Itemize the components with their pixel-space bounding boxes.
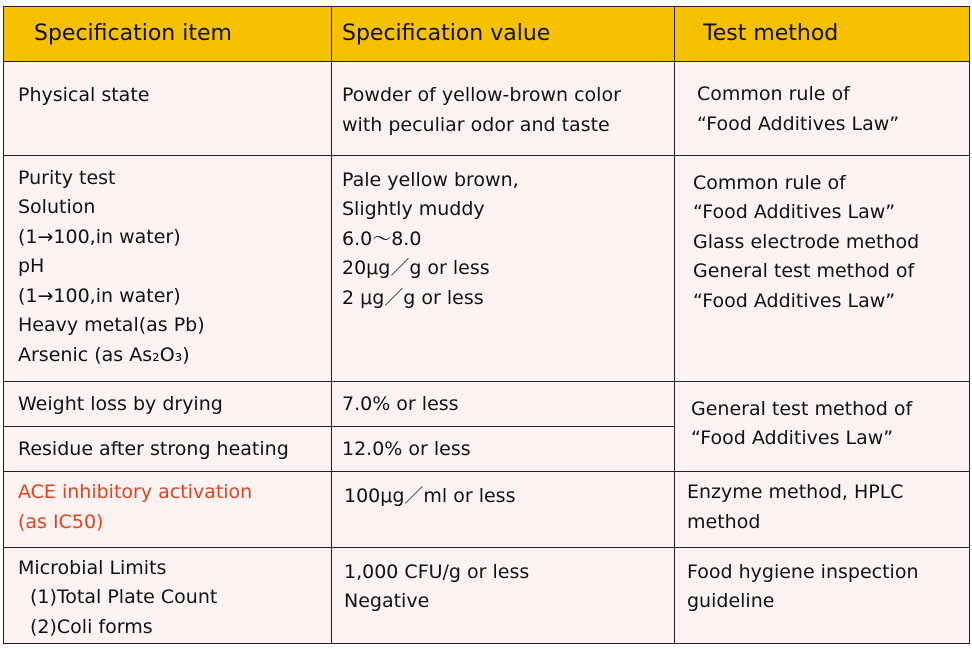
cell-method-merged xyxy=(675,381,970,472)
value-line: 7.0% or less xyxy=(342,392,459,415)
value-line: Powder of yellow-brown color xyxy=(342,84,621,106)
method-line: “Food Additives Law” xyxy=(693,201,896,224)
cell-value xyxy=(332,472,675,547)
item-line: Solution xyxy=(18,196,96,219)
cell-value xyxy=(332,155,675,381)
item-line: Physical state xyxy=(18,84,150,106)
header-specification-item: Specification item xyxy=(4,7,332,62)
method-line: Common rule of xyxy=(693,171,846,194)
item-line: (1→100,in water) xyxy=(18,284,181,307)
header-row xyxy=(4,7,970,62)
cell-item xyxy=(4,547,332,643)
item-line: Arsenic (as As₂O₃) xyxy=(18,343,190,366)
value-line: 20μg／g or less xyxy=(342,257,490,280)
table-row-weight-loss xyxy=(4,381,970,426)
item-line: (as IC50) xyxy=(18,510,104,533)
value-line: 6.0〜8.0 xyxy=(342,227,422,250)
table-row-physical-state xyxy=(4,62,970,156)
cell-method xyxy=(675,472,970,547)
method-line: General test method of xyxy=(693,260,915,283)
item-line: pH xyxy=(18,255,45,278)
specification-table xyxy=(3,6,970,644)
item-line: ACE inhibitory activation xyxy=(18,481,253,504)
item-line: Residue after strong heating xyxy=(18,438,289,461)
value-line: 2 μg／g or less xyxy=(342,286,484,309)
header-specification-value: Specification value xyxy=(332,7,675,62)
item-line: Microbial Limits xyxy=(18,556,167,579)
cell-method xyxy=(675,62,970,156)
cell-item xyxy=(4,381,332,426)
table-row-microbial-limits xyxy=(4,547,970,643)
method-line: Glass electrode method xyxy=(693,230,920,253)
cell-method xyxy=(675,155,970,381)
value-line: Negative xyxy=(344,590,430,613)
cell-value xyxy=(332,62,675,156)
item-line: Heavy metal(as Pb) xyxy=(18,314,205,337)
header-test-method: Test method xyxy=(675,7,970,62)
value-line: with peculiar odor and taste xyxy=(342,113,610,136)
method-line: “Food Additives Law” xyxy=(693,289,896,312)
cell-item xyxy=(4,62,332,156)
cell-item xyxy=(4,427,332,472)
value-line: 12.0% or less xyxy=(342,438,471,461)
cell-item xyxy=(4,472,332,547)
cell-method xyxy=(675,547,970,643)
method-line: “Food Additives Law” xyxy=(697,112,900,135)
cell-item xyxy=(4,155,332,381)
item-line: (1)Total Plate Count xyxy=(30,586,218,609)
value-line: Slightly muddy xyxy=(342,198,485,221)
item-line: Purity test xyxy=(18,166,116,189)
item-line: Weight loss by drying xyxy=(18,392,223,415)
method-line: Enzyme method, HPLC xyxy=(687,481,904,504)
cell-value xyxy=(332,427,675,472)
item-line: (1→100,in water) xyxy=(18,225,181,248)
method-line: Food hygiene inspection xyxy=(687,560,919,583)
cell-value xyxy=(332,381,675,426)
value-line: 100μg／ml or less xyxy=(344,485,516,508)
cell-value xyxy=(332,547,675,643)
value-line: 1,000 CFU/g or less xyxy=(344,560,530,583)
method-line: Common rule of xyxy=(697,83,850,105)
table-row-purity-test xyxy=(4,155,970,381)
method-line: guideline xyxy=(687,590,775,613)
value-line: Pale yellow brown, xyxy=(342,168,519,191)
method-line: “Food Additives Law” xyxy=(691,427,894,450)
method-line: General test method of xyxy=(691,397,913,420)
item-line: (2)Coli forms xyxy=(30,615,153,638)
table-row-ace-inhibitory xyxy=(4,472,970,547)
method-line: method xyxy=(687,510,761,533)
